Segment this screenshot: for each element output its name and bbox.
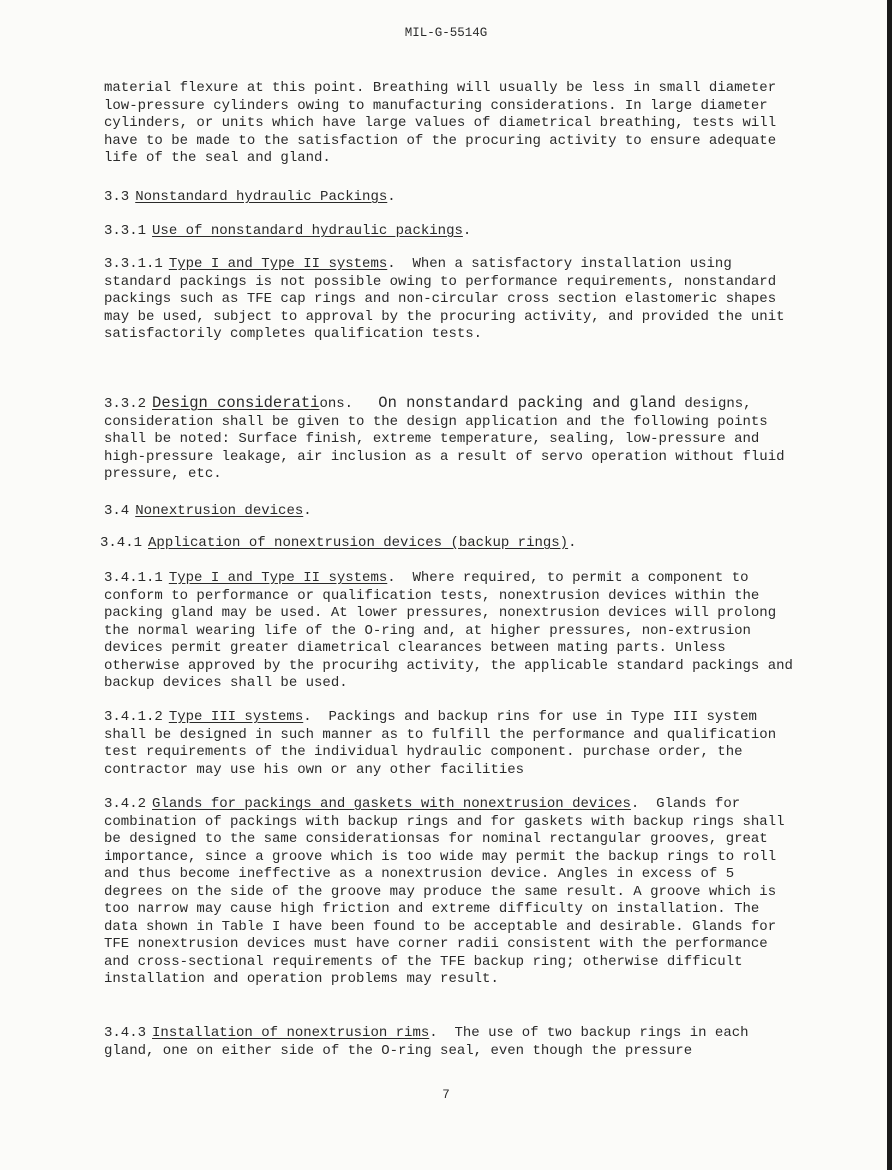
section-number: 3.3.1.1	[104, 256, 163, 272]
section-number: 3.3	[104, 189, 130, 205]
section-body: When a satisfactory installation using standard packings is not possible owing to performance requirements, nonstandard packings such as TFE cap rings and non-circular cross section elastomeric shapes may be used, subject to approval by the procuring activity, and provided the unit satisfactorily completes qualification tests.	[104, 256, 785, 342]
section-body: Packings and backup rins for use in Type III system shall be designed in such manner as to fulfill the performance and qualification test requirements of the individual hydraulic component. purchase order, the contractor may use his own or any other facilities	[104, 709, 777, 778]
section-body: designs, consideration shall be given to the design application and the following points shall be noted: Surface finish, extreme temperature, sealing, low-pressure and high-pressure leakage, air inclusion as a result of servo operation without fluid pressure, etc.	[104, 396, 785, 482]
scan-edge	[887, 0, 892, 1170]
section-title: Application of nonextrusion devices (backup rings)	[148, 535, 569, 551]
section-number: 3.4.1.1	[104, 570, 163, 586]
paragraph-3-3-2: 3.3.2 Design considerations. On nonstandard packing and gland designs, consideration shall be given to the design application and the following points shall be noted: Surface finish, extreme temperature, sealing, low-pressure and high-pressure leakage, air inclusion as a result of servo operation without fluid pressure, etc.	[104, 394, 785, 482]
heading-3-3-1: 3.3.1 Use of nonstandard hydraulic packings.	[104, 223, 472, 239]
intro-paragraph: material flexure at this point. Breathing will usually be less in small diameter low-pressure cylinders owing to manufacturing considerations. In large diameter cylinders, or units which have large values of diametrical breathing, tests will have to be made to the satisfaction of the procuring activity to ensure adequate life of the seal and gland.	[104, 80, 777, 166]
document-id: MIL-G-5514G	[404, 26, 488, 40]
section-title: Type III systems	[168, 709, 304, 725]
section-title: Use of nonstandard hydraulic packings	[152, 223, 463, 239]
page-number: 7	[442, 1088, 450, 1102]
heading-3-4: 3.4 Nonextrusion devices.	[104, 503, 312, 519]
section-title: Nonextrusion devices	[135, 503, 304, 519]
section-number: 3.4	[104, 503, 130, 519]
section-number: 3.4.2	[104, 796, 147, 812]
section-title: Glands for packings and gaskets with nonextrusion devices	[152, 796, 631, 812]
section-body: Where required, to permit a component to conform to performance or qualification tests, nonextrusion devices within the packing gland may be used. At lower pressures, nonextrusion devices will prolong the normal wearing life of the O-ring and, at higher pressures, non-extrusion devices permit greater diametrical clearances between mating parts. Unless otherwise approved by the procurihg activity, the applicable standard packings and backup devices shall be used.	[104, 570, 793, 691]
paragraph-3-4-2: 3.4.2 Glands for packings and gaskets with nonextrusion devices. Glands for combination of packings with backup rings and for gaskets with backup rings shall be designed to the same considerationsas for nominal rectangular grooves, great importance, since a groove which is too wide may permit the backup rings to roll and thus become ineffective as a nonextrusion device. Angles in excess of 5 degrees on the side of the groove may produce the same result. A groove which is too narrow may cause high friction and extreme difficulty on installation. The data shown in Table I have been found to be acceptable and desirable. Glands for TFE nonextrusion devices must have corner radii consistent with the performance and cross-sectional requirements of the TFE backup ring; otherwise difficult installation and operation problems may result.	[104, 796, 785, 987]
heading-3-4-1: 3.4.1 Application of nonextrusion devices (backup rings).	[100, 535, 577, 551]
paragraph-3-4-1-1: 3.4.1.1 Type I and Type II systems. Where required, to permit a component to conform to performance or qualification tests, nonextrusion devices within the packing gland may be used. At lower pressures, nonextrusion devices will prolong the normal wearing life of the O-ring and, at higher pressures, non-extrusion devices permit greater diametrical clearances between mating parts. Unless otherwise approved by the procurihg activity, the applicable standard packings and backup devices shall be used.	[104, 570, 793, 691]
section-title: Installation of nonextrusion rims	[152, 1025, 430, 1041]
heading-3-3: 3.3 Nonstandard hydraulic Packings.	[104, 189, 396, 205]
paragraph-3-3-1-1: 3.3.1.1 Type I and Type II systems. When a satisfactory installation using standard packings is not possible owing to performance requirements, nonstandard packings such as TFE cap rings and non-circular cross section elastomeric shapes may be used, subject to approval by the procuring activity, and provided the unit satisfactorily completes qualification tests.	[104, 256, 785, 342]
section-body: Glands for combination of packings with backup rings and for gaskets with backup rings shall be designed to the same considerationsas for nominal rectangular grooves, great importance, since a groove which is too wide may permit the backup rings to roll and thus become ineffective as a nonextrusion device. Angles in excess of 5 degrees on the side of the groove may produce the same result. A groove which is too narrow may cause high friction and extreme difficulty on installation. The data shown in Table I have been found to be acceptable and desirable. Glands for TFE nonextrusion devices must have corner radii consistent with the performance and cross-sectional requirements of the TFE backup ring; otherwise difficult installation and operation problems may result.	[104, 796, 785, 987]
section-number: 3.4.1.2	[104, 709, 163, 725]
section-number: 3.3.1	[104, 223, 147, 239]
section-number: 3.4.3	[104, 1025, 147, 1041]
section-body-lead: On nonstandard packing and gland	[378, 394, 676, 412]
section-number: 3.3.2	[104, 396, 147, 412]
paragraph-3-4-3: 3.4.3 Installation of nonextrusion rims. The use of two backup rings in each gland, one on either side of the O-ring seal, even though the pressure	[104, 1025, 749, 1059]
section-title: Design considerati	[152, 394, 320, 412]
section-title: Nonstandard hydraulic Packings	[135, 189, 388, 205]
section-title: Type I and Type II systems	[168, 570, 388, 586]
paragraph-3-4-1-2: 3.4.1.2 Type III systems. Packings and backup rins for use in Type III system shall be designed in such manner as to fulfill the performance and qualification test requirements of the individual hydraulic component. purchase order, the contractor may use his own or any other facilities	[104, 709, 777, 778]
section-title: Type I and Type II systems	[168, 256, 388, 272]
section-body: The use of two backup rings in each gland, one on either side of the O-ring seal, even though the pressure	[104, 1025, 749, 1059]
section-number: 3.4.1	[100, 535, 143, 551]
